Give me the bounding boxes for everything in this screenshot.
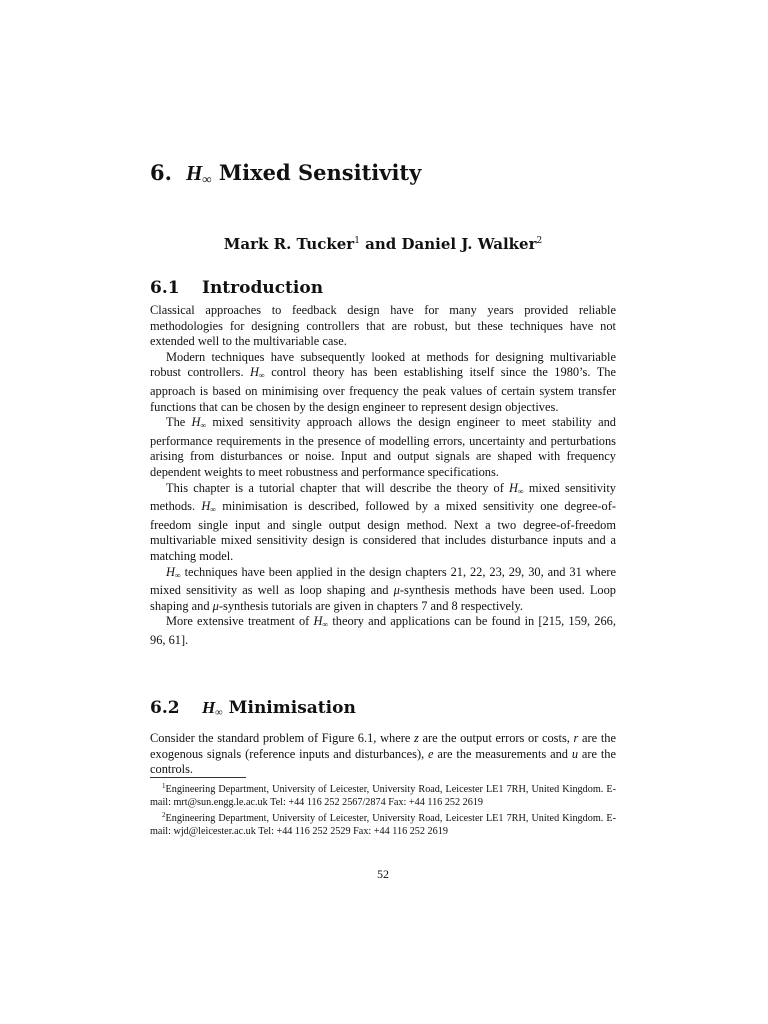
paragraph: Classical approaches to feedback design have for many years provided reliable methodologies for designing controllers that are robust, but these techniques have not extended well to the multivariable case.: [150, 303, 616, 349]
h-symbol: H: [185, 161, 203, 185]
paragraph: $H_\infty$ techniques have been applied in the design chapters 21, 22, 23, 29, 30, and 31 where mixed sensitivity as well as loop shaping and μ-synthesis methods have been used. Loop shaping and μ-synthesis tutorials are given in chapters 7 and 8 respectively.: [150, 564, 616, 613]
section-number: 6.2: [150, 698, 180, 718]
chapter-number: 6.: [150, 160, 172, 185]
section-title: Introduction: [202, 278, 324, 298]
paragraph: More extensive treatment of $H_\infty$ theory and applications can be found in [215, 159, 266, 96, 61].: [150, 614, 616, 647]
paragraph: The $H_\infty$ mixed sensitivity approach allows the design engineer to meet stability and performance requirements in the presence of modelling errors, uncertainty and perturbations arising from disturbances or noise. Input and output signals are shaped with frequency dependent weights to meet robustness and performance specifications.: [150, 415, 616, 479]
footnotes: [150, 780, 616, 838]
section-title: Minimisation: [228, 698, 356, 718]
section-heading-minimisation: [150, 698, 356, 719]
footnote-divider: [150, 777, 246, 778]
h-infinity-symbol: $H_\infty$: [201, 499, 216, 515]
minimisation-body: [150, 731, 616, 778]
mu-symbol: μ: [393, 583, 400, 598]
mu-symbol: μ: [212, 598, 219, 613]
paragraph: This chapter is a tutorial chapter that will describe the theory of $H_\infty$ mixed sensitivity methods. $H_\infty$ minimisation is described, followed by a mixed sensitivity one degree-of-freedom single input and single output design method. Next a two degree-of-freedom multivariable mixed sensitivity design is considered that includes disturbance inputs and a matching model.: [150, 480, 616, 563]
h-infinity-symbol: $H_\infty$: [313, 614, 329, 630]
footnote-2: $^2$Engineering Department, University of Leicester, University Road, Leicester LE1 7RH, United Kingdom. E-mail: wjd@leicester.ac.uk Tel: +44 116 252 2529 Fax: +44 116 252 2619: [150, 811, 616, 837]
paragraph: Consider the standard problem of Figure 6.1, where z are the output errors or costs, r are the exogenous signals (reference inputs and disturbances), e are the measurements and u are the controls.: [150, 731, 616, 777]
introduction-body: [150, 303, 616, 648]
h-infinity-symbol: [186, 161, 212, 185]
section-number: 6.1: [150, 278, 180, 298]
section-heading-introduction: [150, 278, 323, 298]
authors-conjunction: and: [365, 235, 397, 253]
page-number: 52: [377, 867, 389, 881]
paragraph: Modern techniques have subsequently looked at methods for designing multivariable robust controllers. $H_\infty$ control theory has been establishing itself since the 1980’s. The approach is based on minimising over frequency the peak values of certain system transfer functions that can be chosen by the design engineer to represent design objectives.: [150, 349, 616, 414]
footnote-1: $^1$Engineering Department, University of Leicester, University Road, Leicester LE1 7RH, United Kingdom. E-mail: mrt@sun.engg.le.ac.uk Tel: +44 116 252 2567/2874 Fax: +44 116 252 2619: [150, 782, 616, 808]
author-1: Mark R. Tucker: [223, 235, 355, 253]
author-2: Daniel J. Walker: [401, 235, 537, 253]
author-1-footnote-mark: 1: [354, 236, 360, 246]
chapter-title-text: Mixed Sensitivity: [218, 160, 422, 185]
chapter-title: [150, 160, 421, 187]
h-infinity-symbol: $H_\infty$: [250, 365, 265, 381]
author-2-footnote-mark: 2: [536, 236, 543, 246]
h-infinity-symbol: $H_\infty$: [509, 480, 524, 496]
h-infinity-symbol: $H_\infty$: [191, 415, 207, 431]
h-infinity-symbol: $H_\infty$: [202, 698, 223, 719]
authors-line: [150, 235, 616, 253]
infinity-subscript: ∞: [202, 171, 212, 187]
h-infinity-symbol: $H_\infty$: [166, 564, 181, 580]
